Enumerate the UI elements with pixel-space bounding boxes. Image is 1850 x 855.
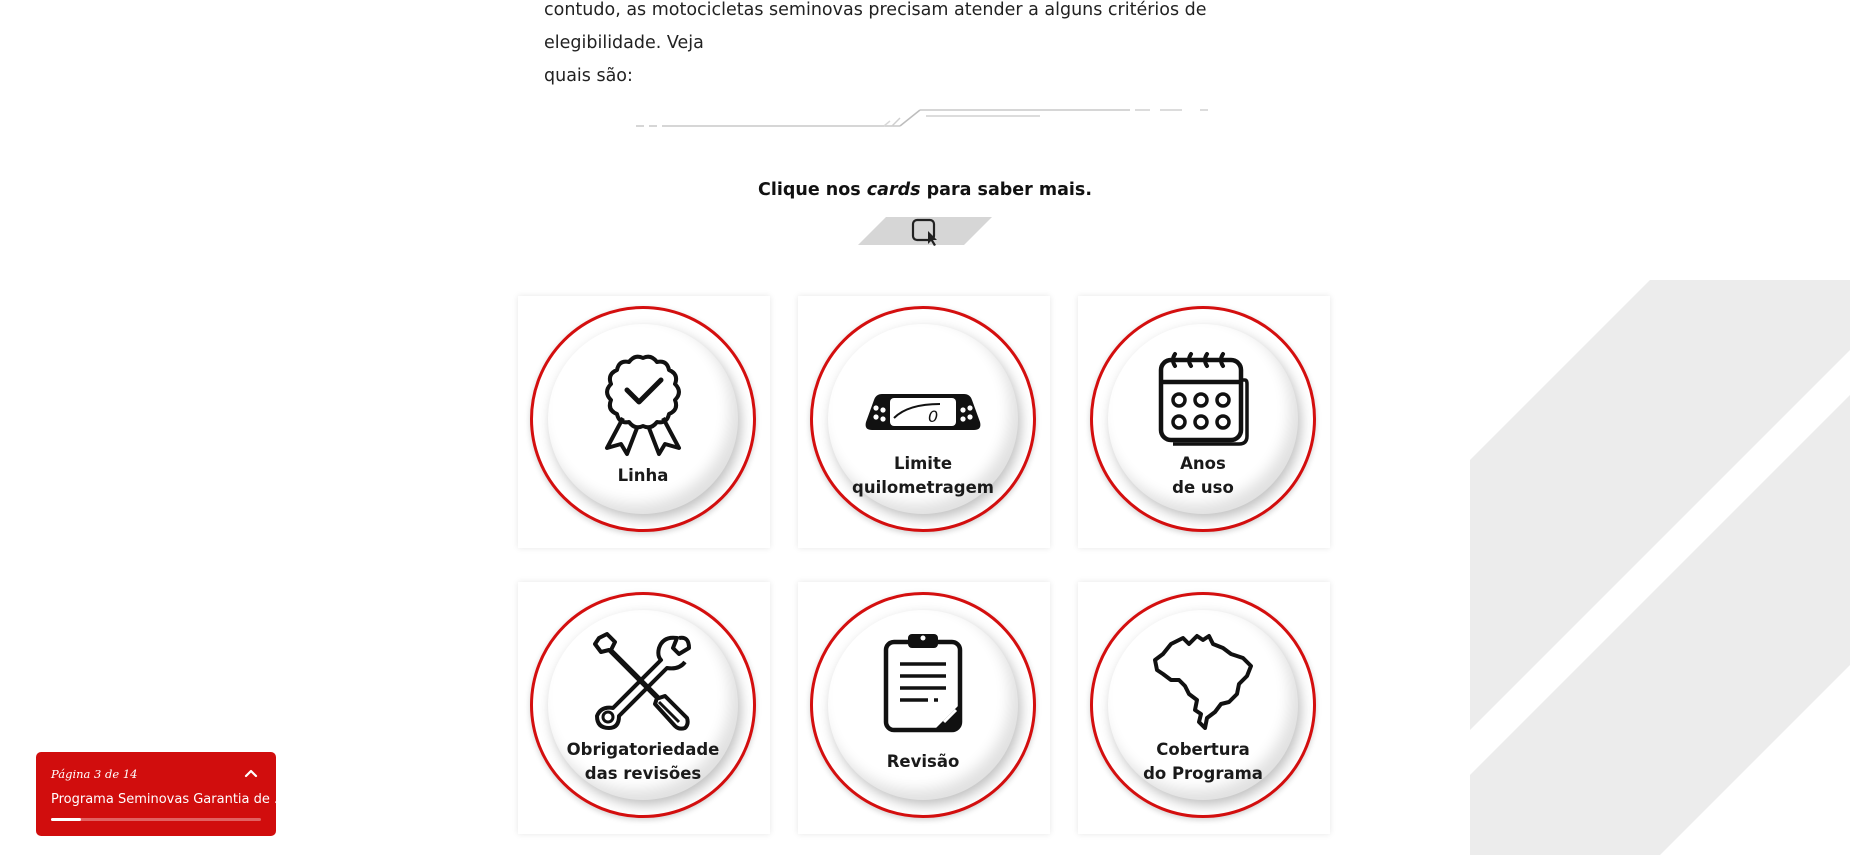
card-label-line-1: Anos — [1180, 454, 1226, 473]
click-instruction — [0, 180, 1850, 200]
progress-track — [51, 818, 261, 821]
card-limite-quilometragem[interactable] — [798, 296, 1050, 548]
card-anos-de-uso[interactable] — [1078, 296, 1330, 548]
card-cobertura-programa[interactable] — [1078, 582, 1330, 834]
card-disc — [548, 324, 738, 514]
calendar-icon — [1157, 350, 1249, 446]
card-disc — [1108, 610, 1298, 800]
wrench-screwdriver-icon — [593, 632, 693, 732]
page-progress-widget[interactable] — [36, 752, 287, 836]
card-disc — [828, 324, 1018, 514]
background-stripes — [1470, 280, 1850, 855]
card-disc — [828, 610, 1018, 800]
card-obrigatoriedade-revisoes[interactable] — [518, 582, 770, 834]
card-disc — [548, 610, 738, 800]
card-ring — [530, 592, 756, 818]
card-revisao[interactable] — [798, 582, 1050, 834]
decorative-divider — [630, 104, 1220, 130]
intro-line-1: contudo, as motocicletas seminovas precisam atender a alguns critérios de elegibilidade. Veja — [544, 0, 1207, 53]
rosette-check-icon — [593, 352, 693, 456]
click-hint-badge — [858, 217, 992, 245]
dashboard-odometer-icon — [864, 388, 982, 434]
clipboard-icon — [882, 632, 964, 734]
card-label-line-2: quilometragem — [852, 478, 994, 497]
page-counter: Página 3 de 14 — [51, 767, 138, 781]
chevron-up-icon[interactable] — [244, 766, 258, 780]
card-label-line-1: Obrigatoriedade — [566, 740, 720, 759]
card-label-line-1: Cobertura — [1156, 740, 1250, 759]
card-label-line-2: de uso — [1172, 478, 1234, 497]
card-label — [1108, 452, 1298, 500]
instruction-before: Clique nos — [758, 180, 867, 200]
card-label-line-1: Revisão — [886, 752, 960, 771]
card-label-line-1: Limite — [893, 454, 953, 473]
course-title: Programa Seminovas Garantia de ... — [51, 792, 287, 807]
card-label — [828, 750, 1018, 774]
card-ring — [1090, 592, 1316, 818]
card-label-line-1: Linha — [617, 466, 669, 485]
card-ring — [1090, 306, 1316, 532]
brazil-map-icon — [1151, 630, 1255, 730]
card-label — [548, 738, 738, 786]
card-label — [828, 452, 1018, 500]
card-ring — [530, 306, 756, 532]
intro-line-2: quais são: — [544, 66, 633, 86]
card-ring — [810, 592, 1036, 818]
card-ring — [810, 306, 1036, 532]
intro-paragraph — [544, 0, 1304, 93]
card-label-line-2: das revisões — [584, 764, 702, 783]
card-linha[interactable] — [518, 296, 770, 548]
svg-text:0: 0 — [928, 407, 939, 426]
instruction-emphasis: cards — [866, 180, 921, 200]
card-label — [548, 464, 738, 488]
card-label — [1108, 738, 1298, 786]
card-label-line-2: do Programa — [1143, 764, 1263, 783]
progress-fill — [51, 818, 81, 821]
card-disc — [1108, 324, 1298, 514]
instruction-after: para saber mais. — [920, 180, 1092, 200]
